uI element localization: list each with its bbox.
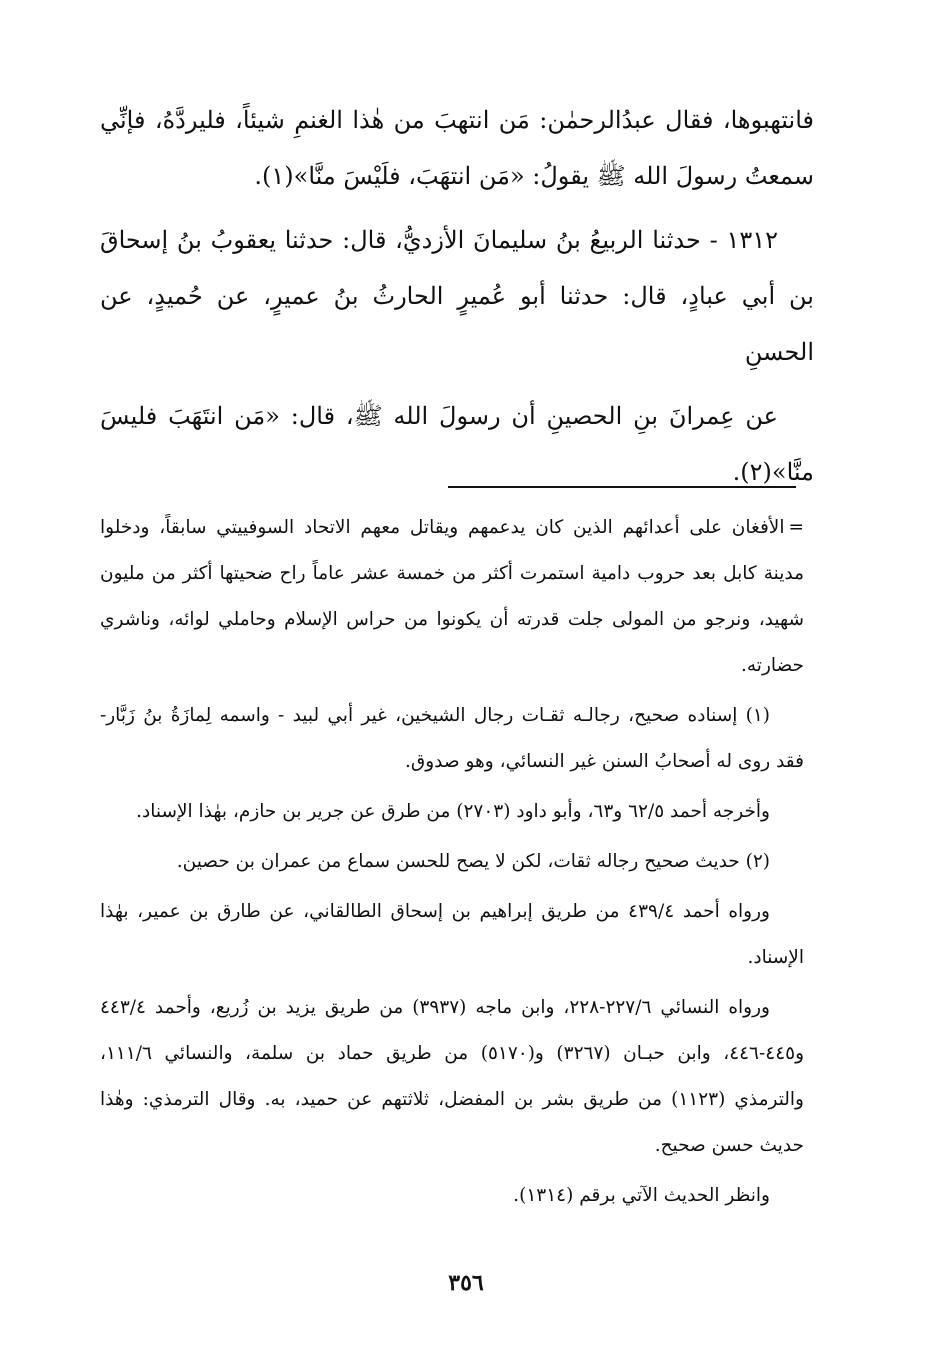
footnote-2-a: (٢) حديث صحيح رجاله ثقات، لكن لا يصح للحسن سماع من عمران بن حصين.: [176, 851, 770, 872]
page-number: ٣٥٦: [448, 1270, 484, 1296]
footnote-continuation: [100, 505, 804, 689]
main-text: [100, 92, 814, 508]
footnote-continuation-text: الأفغان على أعدائهم الذين كان يدعمهم ويقاتل معهم الاتحاد السوفييتي سابقاً، ودخلوا مدينة كابل بعد حروب دامية استمرت أكثر من خمسة عشر عاماً راح ضحيتها أكثر من مليون شهيد، ونرجو من المولى جلت قدرته أن يكونوا من حراس الإسلام وحاملي لوائه، وناشري حضارته.: [100, 517, 804, 676]
footnote-divider: [448, 486, 796, 488]
footnote-1-a: (١) إسناده صحيح، رجالـه ثقـات رجال الشيخين، غير أبي لبيد - واسمه لِمازَةُ بنُ زَبَّار- فقد روى له أصحابُ السنن غير النسائي، وهو صدوق.: [100, 705, 804, 772]
footnote-2-c: ورواه النسائي ٢٢٧/٦-٢٢٨، وابن ماجه (٣٩٣٧) من طريق يزيد بن زُريع، وأحمد ٤٤٣/٤ و٤٤٥-٤٤٦، وابن حبـان (٣٢٦٧) و(٥١٧٠) من طريق حماد بن سلمة، والنسائي ١١١/٦، والترمذي (١١٢٣) من طريق بشر بن المفضل، ثلاثتهم عن حميد، به. وقال الترمذي: وهٰذا حديث حسن صحيح.: [100, 997, 805, 1156]
footnote-2-b: ورواه أحمد ٤٣٩/٤ من طريق إبراهيم بن إسحاق الطالقاني، عن طارق بن عمير، بهٰذا الإسناد.: [100, 901, 804, 968]
main-paragraph-1: فانتهبوها، فقال عبدُالرحمٰن: مَن انتهبَ من هٰذا الغنمِ شيئاً، فليردَّهُ، فإنِّي سمعتُ رسولَ الله ﷺ يقولُ: «مَن انتهَبَ، فلَيْسَ منَّا»(١).: [100, 106, 814, 190]
main-paragraph-matn: عن عِمرانَ بنِ الحصينِ أن رسولَ الله ﷺ، قال: «مَن انتَهَبَ فليسَ منَّا»(٢).: [100, 402, 814, 486]
continuation-mark: =: [788, 517, 804, 538]
footnote-1-b: وأخرجه أحمد ٦٢/٥ و٦٣، وأبو داود (٢٧٠٣) من طرق عن جرير بن حازم، بهٰذا الإسناد.: [136, 801, 770, 822]
main-paragraph-hadith-1312: ١٣١٢ - حدثنا الربيعُ بنُ سليمانَ الأزديُّ، قال: حدثنا يعقوبُ بنُ إسحاقَ بن أبي عبادٍ، قال: حدثنا أبو عُميرٍ الحارثُ بنُ عميرٍ، عن حُميدٍ، عن الحسنِ: [100, 226, 814, 366]
footnote-2-d: وانظر الحديث الآتي برقم (١٣١٤).: [513, 1185, 770, 1206]
footnotes: [100, 505, 804, 1223]
